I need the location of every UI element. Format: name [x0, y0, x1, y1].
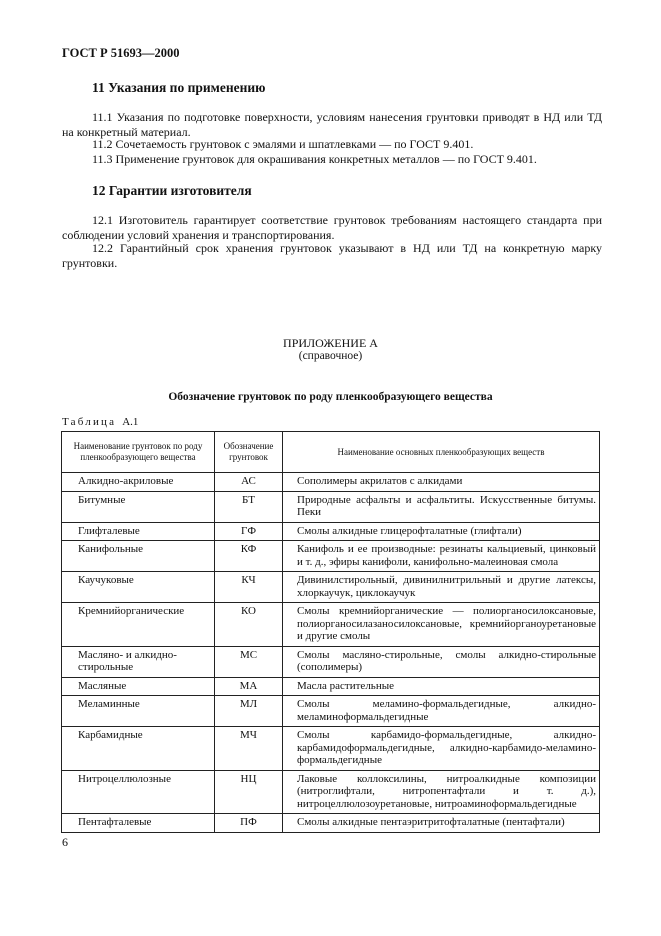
table-body [62, 473, 600, 833]
section-12-paragraph-1 [62, 213, 602, 243]
designation-cell: МА [215, 677, 283, 696]
primer-name-cell: Пентафталевые [62, 814, 215, 833]
section-11-paragraph-2 [62, 137, 602, 152]
primer-name-cell: Глифталевые [62, 522, 215, 541]
designation-cell: МЧ [215, 727, 283, 771]
film-former-cell: Природные асфальты и асфальтиты. Искусственные битумы. Пеки [283, 491, 600, 522]
section-12-paragraph-2-text: 12.2 Гарантийный срок хранения грунтовок указывают в НД или ТД на конкретную марку грунтовки. [62, 241, 602, 270]
primer-name-cell: Каучуковые [62, 572, 215, 603]
table-row [62, 646, 600, 677]
table-row [62, 522, 600, 541]
designation-cell: КО [215, 603, 283, 647]
primer-designation-table [61, 431, 600, 833]
header-film-formers: Наименование основных пленкообразующих веществ [283, 432, 600, 473]
table-row [62, 770, 600, 814]
film-former-cell: Лаковые коллоксилины, нитроалкидные композиции (нитроглифтали, нитропентафтали и т. д.), нитроцеллюлозоуретановые, нитроаминоформальдегидные [283, 770, 600, 814]
section-11-paragraph-3-text: 11.3 Применение грунтовок для окрашивания конкретных металлов — по ГОСТ 9.401. [92, 152, 537, 166]
section-12-title: 12 Гарантии изготовителя [92, 183, 252, 198]
film-former-cell: Смолы меламино-формальдегидные, алкидно-меламиноформальдегидные [283, 696, 600, 727]
table-header-row [62, 432, 600, 473]
section-11-paragraph-3 [62, 152, 602, 167]
designation-cell: АС [215, 473, 283, 492]
appendix-heading: Обозначение грунтовок по роду пленкообразующего вещества [168, 391, 493, 403]
table-label [62, 416, 138, 428]
designation-cell: КФ [215, 541, 283, 572]
header-primer-name: Наименование грунтовок по роду пленкообразующего вещества [62, 432, 215, 473]
primer-name-cell: Кремнийорганические [62, 603, 215, 647]
designation-cell: КЧ [215, 572, 283, 603]
table-row [62, 491, 600, 522]
primer-name-cell: Алкидно-акриловые [62, 473, 215, 492]
primer-name-cell: Масляно- и алкидно-стирольные [62, 646, 215, 677]
section-11-title: 11 Указания по применению [92, 80, 266, 95]
table-row [62, 727, 600, 771]
primer-name-cell: Карбамидные [62, 727, 215, 771]
film-former-cell: Канифоль и ее производные: резинаты кальциевый, цинковый и т. д., эфиры канифоли, канифольно-малеиновая смола [283, 541, 600, 572]
designation-cell: МС [215, 646, 283, 677]
designation-cell: НЦ [215, 770, 283, 814]
table-row [62, 473, 600, 492]
document-code: ГОСТ Р 51693—2000 [62, 46, 180, 60]
table-row [62, 814, 600, 833]
primer-name-cell: Битумные [62, 491, 215, 522]
primer-name-cell: Канифольные [62, 541, 215, 572]
film-former-cell: Смолы алкидные пентаэритритофталатные (пентафтали) [283, 814, 600, 833]
section-11-paragraph-1 [62, 110, 602, 140]
primer-name-cell: Масляные [62, 677, 215, 696]
primer-name-cell: Меламинные [62, 696, 215, 727]
film-former-cell: Смолы алкидные глицерофталатные (глифтали) [283, 522, 600, 541]
table-label-word: Таблица [62, 416, 117, 428]
designation-cell: БТ [215, 491, 283, 522]
designation-cell: ГФ [215, 522, 283, 541]
film-former-cell: Смолы карбамидо-формальдегидные, алкидно-карбамидоформальдегидные, алкидно-карбамидо-меламино-формальдегидные [283, 727, 600, 771]
film-former-cell: Дивинилстирольный, дивинилнитрильный и другие латексы, хлоркаучук, циклокаучук [283, 572, 600, 603]
table-row [62, 603, 600, 647]
table-row [62, 572, 600, 603]
appendix-subtitle: (справочное) [298, 350, 363, 362]
film-former-cell: Смолы кремнийорганические — полиорганосилоксановые, полиорганосилазаносилоксановые, кремнийорганоуретановые и другие смолы [283, 603, 600, 647]
film-former-cell: Сополимеры акрилатов с алкидами [283, 473, 600, 492]
film-former-cell: Смолы масляно-стирольные, смолы алкидно-стирольные (сополимеры) [283, 646, 600, 677]
header-designation: Обозначение грунтовок [215, 432, 283, 473]
designation-cell: МЛ [215, 696, 283, 727]
table-row [62, 696, 600, 727]
designation-cell: ПФ [215, 814, 283, 833]
table-row [62, 677, 600, 696]
appendix-title: ПРИЛОЖЕНИЕ А [283, 336, 378, 350]
primer-name-cell: Нитроцеллюлозные [62, 770, 215, 814]
section-12-paragraph-1-text: 12.1 Изготовитель гарантирует соответствие грунтовок требованиям настоящего стандарта при соблюдении условий хранения и транспортирования. [62, 213, 602, 242]
table-row [62, 541, 600, 572]
film-former-cell: Масла растительные [283, 677, 600, 696]
section-11-paragraph-2-text: 11.2 Сочетаемость грунтовок с эмалями и шпатлевками — по ГОСТ 9.401. [92, 137, 474, 151]
section-11-paragraph-1-text: 11.1 Указания по подготовке поверхности, условиям нанесения грунтовки приводят в НД или ТД на конкретный материал. [62, 110, 602, 139]
page-number: 6 [62, 835, 68, 849]
table-label-number: А.1 [122, 416, 139, 428]
section-12-paragraph-2 [62, 241, 602, 271]
